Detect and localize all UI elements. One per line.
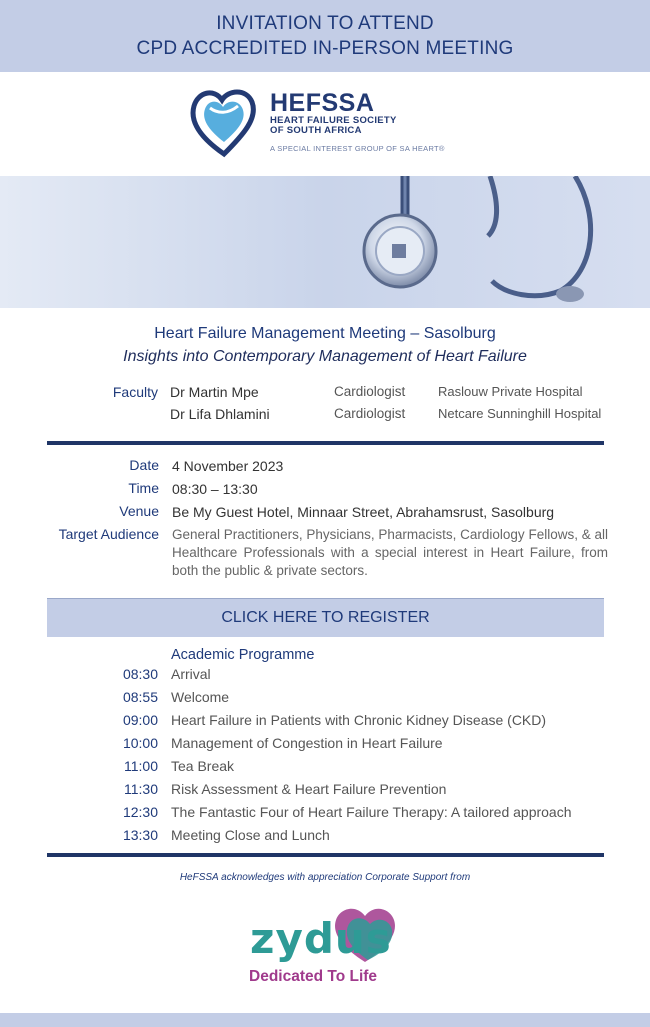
programme-time: 11:30 xyxy=(124,781,158,797)
divider xyxy=(47,441,604,445)
zydus-logo xyxy=(240,896,420,996)
logo-line-2: OF SOUTH AFRICA xyxy=(270,125,362,136)
programme-item xyxy=(0,781,650,804)
programme-text: Welcome xyxy=(171,689,230,705)
programme-text: Arrival xyxy=(171,666,211,682)
banner-line-2: CPD ACCREDITED IN-PERSON MEETING xyxy=(136,38,514,59)
date-label: Date xyxy=(129,457,159,473)
venue-label: Venue xyxy=(119,503,159,519)
faculty-name: Dr Lifa Dhlamini xyxy=(170,406,270,422)
programme-text: The Fantastic Four of Heart Failure Therapy: A tailored approach xyxy=(171,804,572,820)
hefssa-logo xyxy=(188,80,468,170)
venue-row xyxy=(0,503,650,521)
programme-time: 10:00 xyxy=(122,735,158,751)
invitation-banner xyxy=(0,0,650,72)
banner-line-1: INVITATION TO ATTEND xyxy=(216,13,434,34)
faculty-section xyxy=(0,384,650,428)
faculty-hospital: Raslouw Private Hospital xyxy=(438,384,583,399)
programme-time: 12:30 xyxy=(122,804,158,820)
sponsor-tagline: Dedicated To Life xyxy=(249,968,378,985)
programme-item xyxy=(0,804,650,827)
programme-item xyxy=(0,758,650,781)
footer-bar xyxy=(0,1013,650,1027)
audience-value: General Practitioners, Physicians, Pharmacists, Cardiology Fellows, & all Healthcare Professionals with a special interest in Heart Failure, from both the public & private sectors. xyxy=(172,527,608,578)
faculty-role: Cardiologist xyxy=(334,406,406,421)
divider xyxy=(47,853,604,857)
programme-text: Risk Assessment & Heart Failure Prevention xyxy=(171,781,447,797)
faculty-row xyxy=(0,384,650,406)
time-row xyxy=(0,480,650,498)
academic-programme xyxy=(0,647,650,850)
programme-item xyxy=(0,735,650,758)
programme-item xyxy=(0,712,650,735)
stethoscope-image xyxy=(0,176,650,308)
faculty-row xyxy=(0,406,650,428)
programme-time: 08:55 xyxy=(122,689,158,705)
audience-label: Target Audience xyxy=(58,526,159,542)
heart-logo-icon xyxy=(188,84,260,162)
programme-text: Meeting Close and Lunch xyxy=(171,827,330,843)
register-button[interactable]: CLICK HERE TO REGISTER xyxy=(47,598,604,637)
time-value: 08:30 – 13:30 xyxy=(172,481,258,497)
programme-text: Management of Congestion in Heart Failure xyxy=(171,735,443,751)
faculty-role: Cardiologist xyxy=(334,384,406,399)
logo-name: HEFSSA xyxy=(270,89,375,117)
meeting-details xyxy=(0,457,650,585)
programme-time: 11:00 xyxy=(124,758,158,774)
faculty-name: Dr Martin Mpe xyxy=(170,384,259,400)
programme-item xyxy=(0,827,650,850)
logo-line-1: HEART FAILURE SOCIETY xyxy=(270,115,397,126)
programme-time: 13:30 xyxy=(122,827,158,843)
logo-tagline: A SPECIAL INTEREST GROUP OF SA HEART® xyxy=(270,144,445,153)
venue-value: Be My Guest Hotel, Minnaar Street, Abrahamsrust, Sasolburg xyxy=(172,504,555,520)
time-label: Time xyxy=(128,480,159,496)
faculty-label: Faculty xyxy=(112,384,158,400)
date-value: 4 November 2023 xyxy=(172,458,284,474)
sponsor-name: zydus xyxy=(250,914,392,963)
programme-text: Heart Failure in Patients with Chronic Kidney Disease (CKD) xyxy=(171,712,547,728)
meeting-title: Heart Failure Management Meeting – Sasolburg xyxy=(154,325,496,342)
programme-text: Tea Break xyxy=(171,758,235,774)
date-row xyxy=(0,457,650,475)
audience-row xyxy=(0,526,650,580)
programme-item xyxy=(0,689,650,712)
programme-heading: Academic Programme xyxy=(171,647,315,663)
faculty-hospital: Netcare Sunninghill Hospital xyxy=(438,406,602,421)
programme-time: 09:00 xyxy=(122,712,158,728)
programme-time: 08:30 xyxy=(122,666,158,682)
acknowledgement: HeFSSA acknowledges with appreciation Corporate Support from xyxy=(179,872,471,883)
programme-item xyxy=(0,666,650,689)
meeting-subtitle: Insights into Contemporary Management of Heart Failure xyxy=(123,348,527,365)
